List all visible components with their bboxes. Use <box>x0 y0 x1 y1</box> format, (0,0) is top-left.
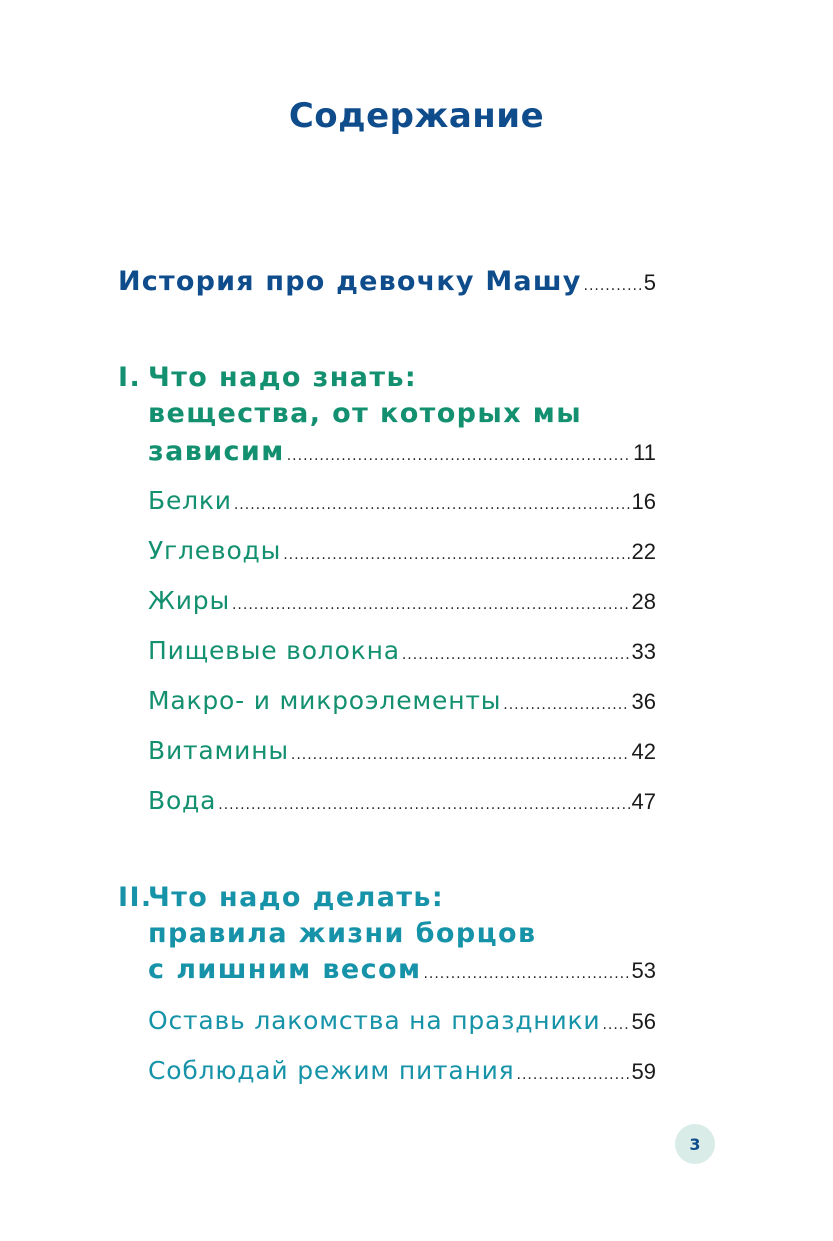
toc-page-number: 56 <box>631 1009 656 1034</box>
dot-leader <box>503 697 629 713</box>
toc-page-number: 5 <box>643 270 656 295</box>
toc-entry-label: История про девочку Машу <box>118 266 582 297</box>
toc-entry[interactable] <box>148 1006 656 1035</box>
toc-page-number: 36 <box>631 689 656 714</box>
dot-leader <box>402 647 630 663</box>
toc-entry-label: Вода <box>148 786 217 815</box>
toc-entry[interactable] <box>148 536 656 565</box>
toc-page-number: 11 <box>633 440 656 465</box>
toc-entry-label: Оставь лакомства на праздники <box>148 1006 601 1035</box>
toc-entry[interactable] <box>148 786 656 815</box>
toc-entry-label: Жиры <box>148 586 230 615</box>
toc-page-number: 16 <box>631 489 656 514</box>
toc-entry-label: Макро- и микроэлементы <box>148 686 502 715</box>
toc-entry-section2[interactable] <box>148 954 656 985</box>
toc-entry-label: с лишним весом <box>148 954 422 985</box>
toc-page-number: 47 <box>631 789 656 814</box>
toc-entry-label: Углеводы <box>148 536 282 565</box>
toc-entry[interactable] <box>148 1056 656 1085</box>
toc-entry-section1[interactable] <box>148 436 656 467</box>
dot-leader <box>218 797 629 813</box>
toc-entry-label: зависим <box>148 436 285 467</box>
toc-entry-intro[interactable] <box>118 266 656 297</box>
section-roman-numeral: II. <box>118 882 153 913</box>
toc-entry-label: Белки <box>148 486 232 515</box>
toc-entry[interactable] <box>148 636 656 665</box>
dot-leader <box>232 597 630 613</box>
toc-page-number: 22 <box>631 539 656 564</box>
toc-page-number: 28 <box>631 589 656 614</box>
toc-page-number: 53 <box>631 958 656 983</box>
toc-entry[interactable] <box>148 486 656 515</box>
dot-leader <box>234 497 630 513</box>
dot-leader <box>291 747 630 763</box>
toc-entry-label: Пищевые волокна <box>148 636 400 665</box>
section-roman-numeral: I. <box>118 362 142 393</box>
toc-page-number: 42 <box>631 739 656 764</box>
page-title: Содержание <box>288 96 545 136</box>
dot-leader <box>602 1017 629 1033</box>
dot-leader <box>283 547 629 563</box>
toc-entry[interactable] <box>148 686 656 715</box>
toc-entry[interactable] <box>148 586 656 615</box>
section-heading-line: Что надо знать: <box>148 362 418 393</box>
toc-entry[interactable] <box>148 736 656 765</box>
toc-entry-label: Соблюдай режим питания <box>148 1056 515 1085</box>
page-number-badge: 3 <box>675 1124 715 1164</box>
section-heading-line: правила жизни борцов <box>148 918 537 949</box>
toc-entry-label: Витамины <box>148 736 289 765</box>
section-heading-line: Что надо делать: <box>148 882 445 913</box>
section-heading-line: вещества, от которых мы <box>148 398 583 429</box>
dot-leader <box>584 278 642 294</box>
toc-page-number: 59 <box>631 1059 656 1084</box>
dot-leader <box>517 1067 630 1083</box>
dot-leader <box>423 966 629 982</box>
toc-page-number: 33 <box>631 639 656 664</box>
dot-leader <box>287 448 631 464</box>
